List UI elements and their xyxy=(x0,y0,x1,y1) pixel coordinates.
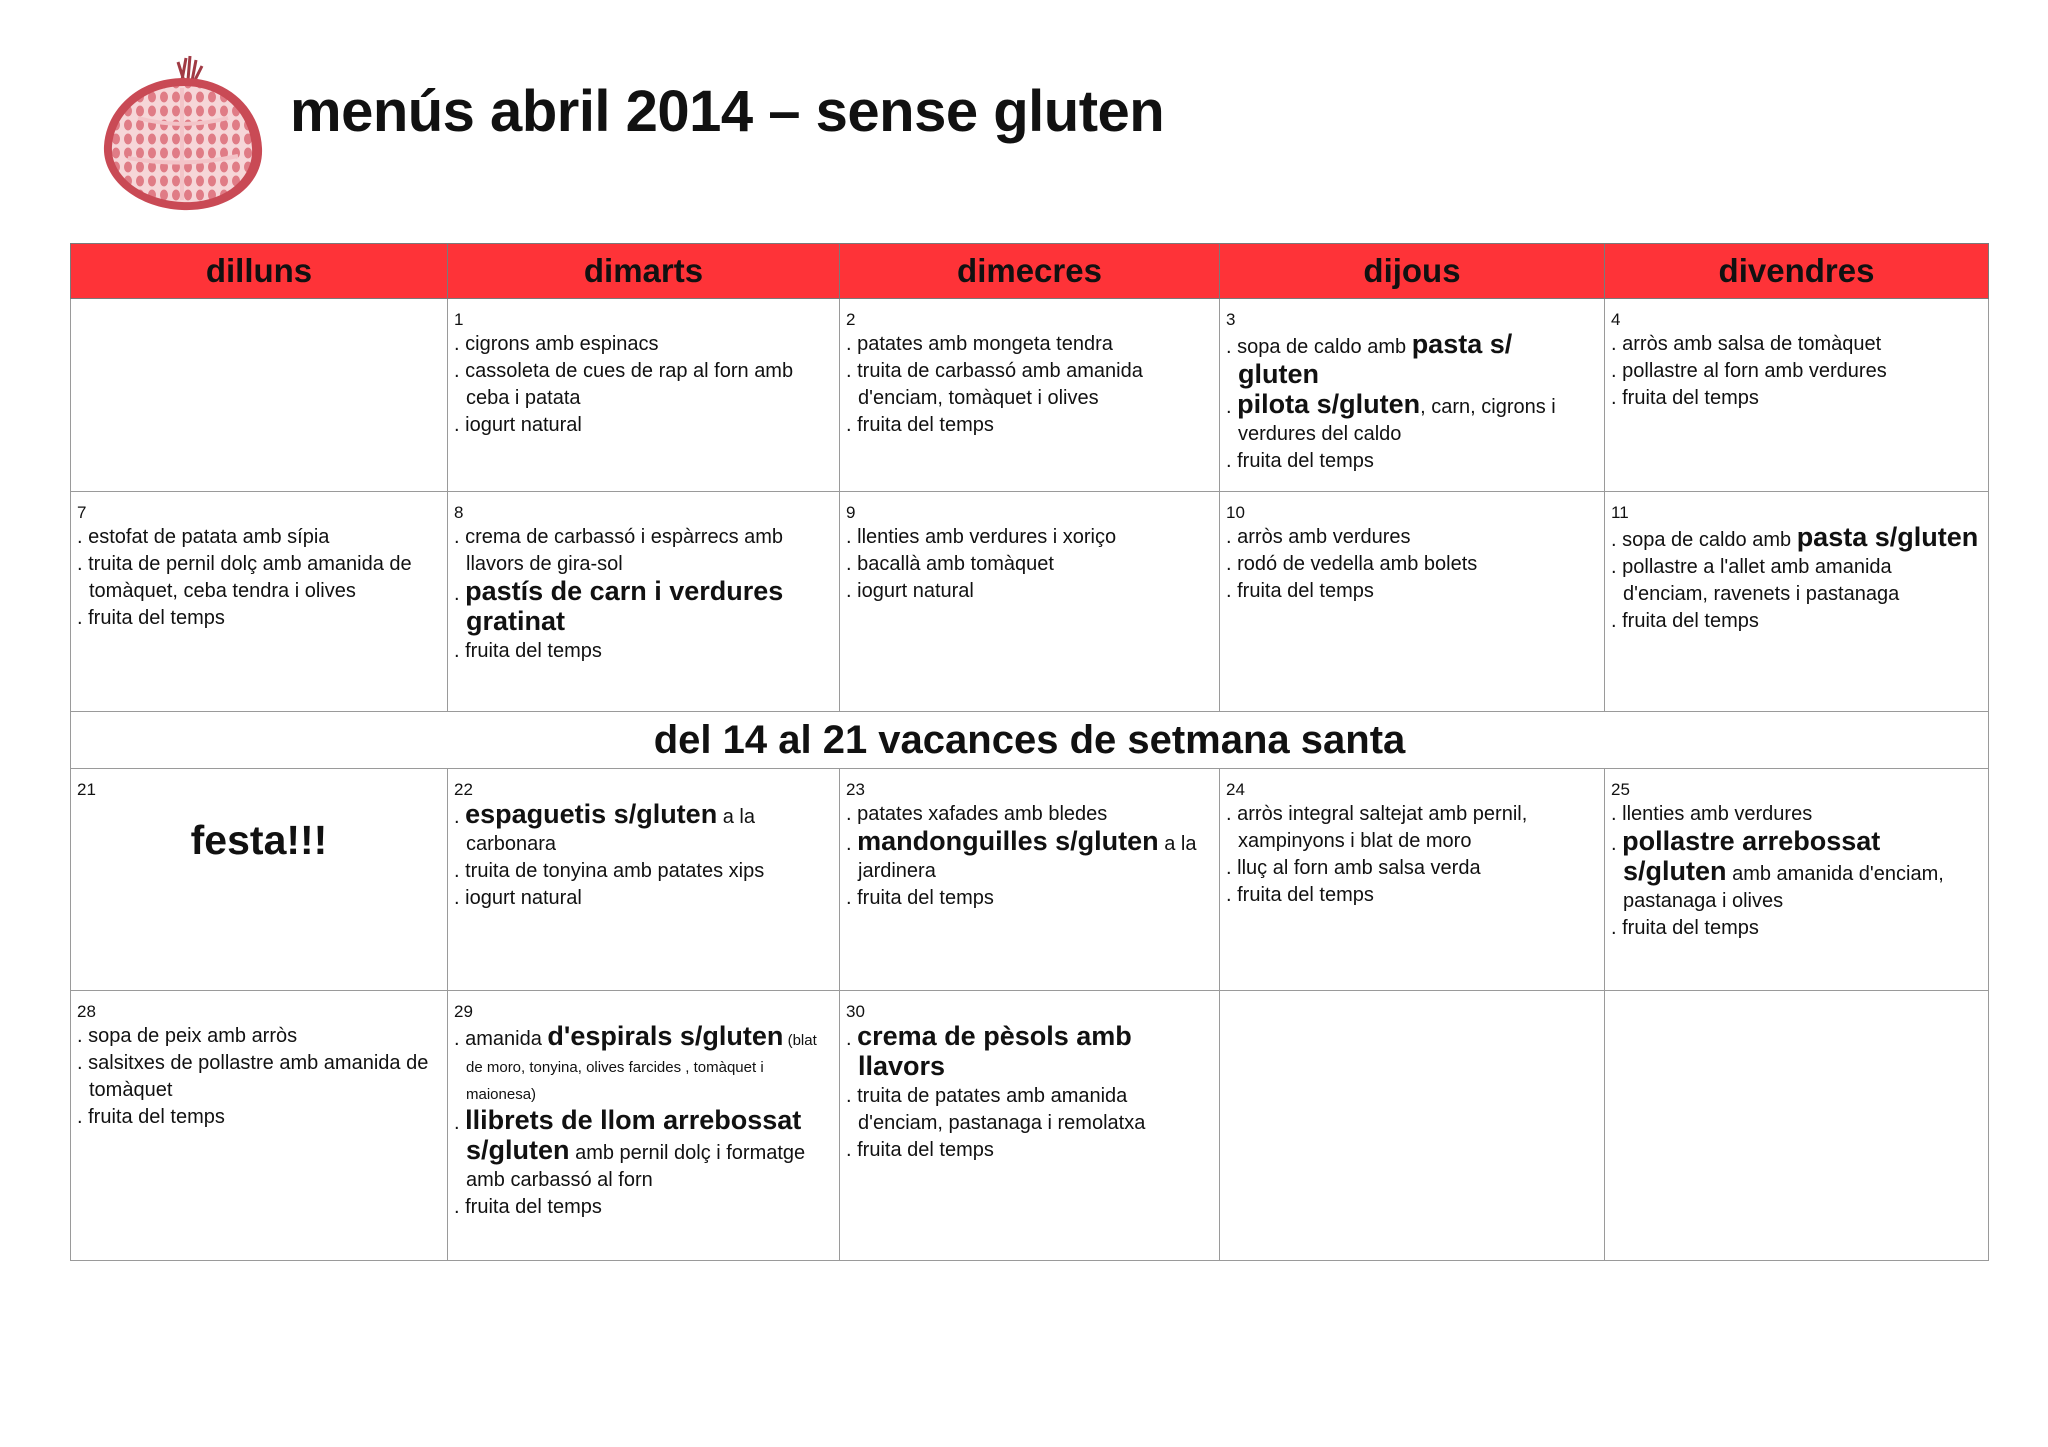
menu-item: . fruita del temps xyxy=(1226,578,1598,605)
day-cell-empty xyxy=(71,299,448,492)
menu-items xyxy=(454,801,833,912)
menu-item: . cigrons amb espinacs xyxy=(454,331,833,358)
menu-item xyxy=(454,578,833,638)
menu-item xyxy=(454,1023,833,1107)
menu-item: . pollastre al forn amb verdures xyxy=(1611,358,1982,385)
day-number: 4 xyxy=(1611,310,1621,329)
menu-items xyxy=(77,1023,441,1131)
day-number: 11 xyxy=(1611,503,1629,522)
day-number: 2 xyxy=(846,310,856,329)
menu-items xyxy=(77,524,441,632)
menu-items xyxy=(846,801,1213,912)
week-row xyxy=(71,299,1989,492)
item-highlight: mandonguilles s/gluten xyxy=(857,826,1159,856)
day-number: 3 xyxy=(1226,310,1236,329)
holiday-label: festa!!! xyxy=(190,817,328,863)
week-row xyxy=(71,769,1989,991)
menu-item xyxy=(846,828,1213,885)
day-number: 21 xyxy=(77,780,96,799)
day-cell-4 xyxy=(1605,299,1989,492)
item-text: a la carbonara xyxy=(466,806,755,855)
menu-item: . lluç al forn amb salsa verda xyxy=(1226,855,1598,882)
day-cell-empty xyxy=(1220,991,1605,1261)
day-cell-8 xyxy=(448,492,840,712)
item-text: sopa de caldo amb xyxy=(1237,336,1412,358)
item-highlight: pasta s/gluten xyxy=(1796,522,1979,552)
day-cell-11 xyxy=(1605,492,1989,712)
day-cell-21 xyxy=(71,769,448,991)
header-dimecres: dimecres xyxy=(840,244,1220,299)
item-text: amb pernil dolç i formatge amb carbassó al forn xyxy=(466,1142,806,1191)
item-highlight: pollastre arrebossat s/gluten xyxy=(1622,826,1881,886)
menu-item xyxy=(1226,331,1598,391)
day-number: 28 xyxy=(77,1002,96,1021)
menu-item xyxy=(1611,524,1982,554)
menu-item: . arròs integral saltejat amb pernil, xampinyons i blat de moro xyxy=(1226,801,1598,855)
day-number: 10 xyxy=(1226,503,1245,522)
day-number: 8 xyxy=(454,503,464,522)
day-cell-9 xyxy=(840,492,1220,712)
day-number: 24 xyxy=(1226,780,1245,799)
day-cell-28 xyxy=(71,991,448,1261)
menu-item: . estofat de patata amb sípia xyxy=(77,524,441,551)
day-cell-29 xyxy=(448,991,840,1261)
page-title: menús abril 2014 – sense gluten xyxy=(290,79,1165,144)
item-text: amb amanida d'enciam, pastanaga i olives xyxy=(1623,863,1944,912)
menu-item: . fruita del temps xyxy=(846,885,1213,912)
item-text: sopa de caldo amb xyxy=(1622,529,1797,551)
menu-item: . sopa de peix amb arròs xyxy=(77,1023,441,1050)
menu-item: . patates amb mongeta tendra xyxy=(846,331,1213,358)
header-dilluns: dilluns xyxy=(71,244,448,299)
pomegranate-icon xyxy=(98,48,270,218)
menu-item: . fruita del temps xyxy=(77,605,441,632)
day-cell-1 xyxy=(448,299,840,492)
menu-item: . fruita del temps xyxy=(1611,608,1982,635)
menu-items xyxy=(846,524,1213,605)
item-highlight: pastís de carn i verdures gratinat xyxy=(465,576,784,636)
menu-item: . fruita del temps xyxy=(454,1194,833,1221)
item-highlight: espaguetis s/gluten xyxy=(465,799,718,829)
item-highlight: d'espirals s/gluten xyxy=(547,1021,784,1051)
menu-item: . iogurt natural xyxy=(454,412,833,439)
day-cell-23 xyxy=(840,769,1220,991)
menu-items xyxy=(454,1023,833,1221)
menu-item: . fruita del temps xyxy=(1611,915,1982,942)
menu-items xyxy=(1611,801,1982,942)
item-text: , carn, cigrons i verdures del caldo xyxy=(1238,396,1556,445)
week-row xyxy=(71,492,1989,712)
day-cell-7 xyxy=(71,492,448,712)
menu-items xyxy=(846,1023,1213,1164)
day-number: 22 xyxy=(454,780,473,799)
menu-item: . truita de carbassó amb amanida d'enciam, tomàquet i olives xyxy=(846,358,1213,412)
menu-item: . salsitxes de pollastre amb amanida de tomàquet xyxy=(77,1050,441,1104)
menu-items xyxy=(1611,524,1982,635)
day-cell-22 xyxy=(448,769,840,991)
item-note: (blat de moro, tonyina, olives farcides , tomàquet i maionesa) xyxy=(466,1032,817,1103)
menu-item xyxy=(846,1023,1213,1083)
menu-item xyxy=(1226,391,1598,448)
header-dijous: dijous xyxy=(1220,244,1605,299)
day-number: 7 xyxy=(77,503,87,522)
item-highlight: pilota s/gluten xyxy=(1237,389,1421,419)
item-text: a la jardinera xyxy=(858,833,1197,882)
holiday-row xyxy=(71,712,1989,769)
day-cell-24 xyxy=(1220,769,1605,991)
weekday-header-row xyxy=(71,244,1989,299)
item-highlight: llibrets de llom arrebossat s/gluten xyxy=(465,1105,802,1165)
day-cell-3 xyxy=(1220,299,1605,492)
menu-table xyxy=(70,243,1989,1261)
header-divendres: divendres xyxy=(1605,244,1989,299)
menu-items xyxy=(454,524,833,665)
menu-item: . fruita del temps xyxy=(454,638,833,665)
pomegranate-logo xyxy=(98,48,270,218)
holiday-banner: del 14 al 21 vacances de setmana santa xyxy=(71,712,1989,769)
menu-item: . arròs amb salsa de tomàquet xyxy=(1611,331,1982,358)
menu-items xyxy=(454,331,833,439)
menu-items xyxy=(1611,331,1982,412)
menu-item: . bacallà amb tomàquet xyxy=(846,551,1213,578)
menu-item: . truita de pernil dolç amb amanida de tomàquet, ceba tendra i olives xyxy=(77,551,441,605)
menu-item xyxy=(1611,828,1982,915)
menu-item: . fruita del temps xyxy=(1611,385,1982,412)
menu-item: . fruita del temps xyxy=(1226,448,1598,475)
menu-item: . iogurt natural xyxy=(846,578,1213,605)
menu-item: . patates xafades amb bledes xyxy=(846,801,1213,828)
day-cell-25 xyxy=(1605,769,1989,991)
menu-items xyxy=(1226,524,1598,605)
menu-item: . crema de carbassó i espàrrecs amb llavors de gira-sol xyxy=(454,524,833,578)
item-highlight: crema de pèsols amb llavors xyxy=(857,1021,1132,1081)
day-cell-empty xyxy=(1605,991,1989,1261)
menu-items xyxy=(1226,331,1598,475)
menu-item: . rodó de vedella amb bolets xyxy=(1226,551,1598,578)
menu-item xyxy=(454,1107,833,1194)
week-row xyxy=(71,991,1989,1261)
header-dimarts: dimarts xyxy=(448,244,840,299)
menu-item: . pollastre a l'allet amb amanida d'enciam, ravenets i pastanaga xyxy=(1611,554,1982,608)
menu-item: . fruita del temps xyxy=(77,1104,441,1131)
day-cell-10 xyxy=(1220,492,1605,712)
day-number: 25 xyxy=(1611,780,1630,799)
menu-item: . truita de tonyina amb patates xips xyxy=(454,858,833,885)
menu-item: . truita de patates amb amanida d'enciam, pastanaga i remolatxa xyxy=(846,1083,1213,1137)
menu-item: . fruita del temps xyxy=(1226,882,1598,909)
item-highlight: pasta s/ gluten xyxy=(1238,329,1513,389)
menu-item: . arròs amb verdures xyxy=(1226,524,1598,551)
menu-item: . iogurt natural xyxy=(454,885,833,912)
menu-item: . fruita del temps xyxy=(846,412,1213,439)
day-number: 1 xyxy=(454,310,464,329)
menu-items xyxy=(1226,801,1598,909)
menu-item: . fruita del temps xyxy=(846,1137,1213,1164)
day-cell-30 xyxy=(840,991,1220,1261)
menu-item: . llenties amb verdures xyxy=(1611,801,1982,828)
menu-item xyxy=(454,801,833,858)
day-number: 30 xyxy=(846,1002,865,1021)
menu-items xyxy=(846,331,1213,439)
day-cell-2 xyxy=(840,299,1220,492)
day-number: 29 xyxy=(454,1002,473,1021)
item-text: amanida xyxy=(465,1028,548,1050)
menu-item: . cassoleta de cues de rap al forn amb ceba i patata xyxy=(454,358,833,412)
day-number: 23 xyxy=(846,780,865,799)
day-number: 9 xyxy=(846,503,856,522)
menu-item: . llenties amb verdures i xoriço xyxy=(846,524,1213,551)
